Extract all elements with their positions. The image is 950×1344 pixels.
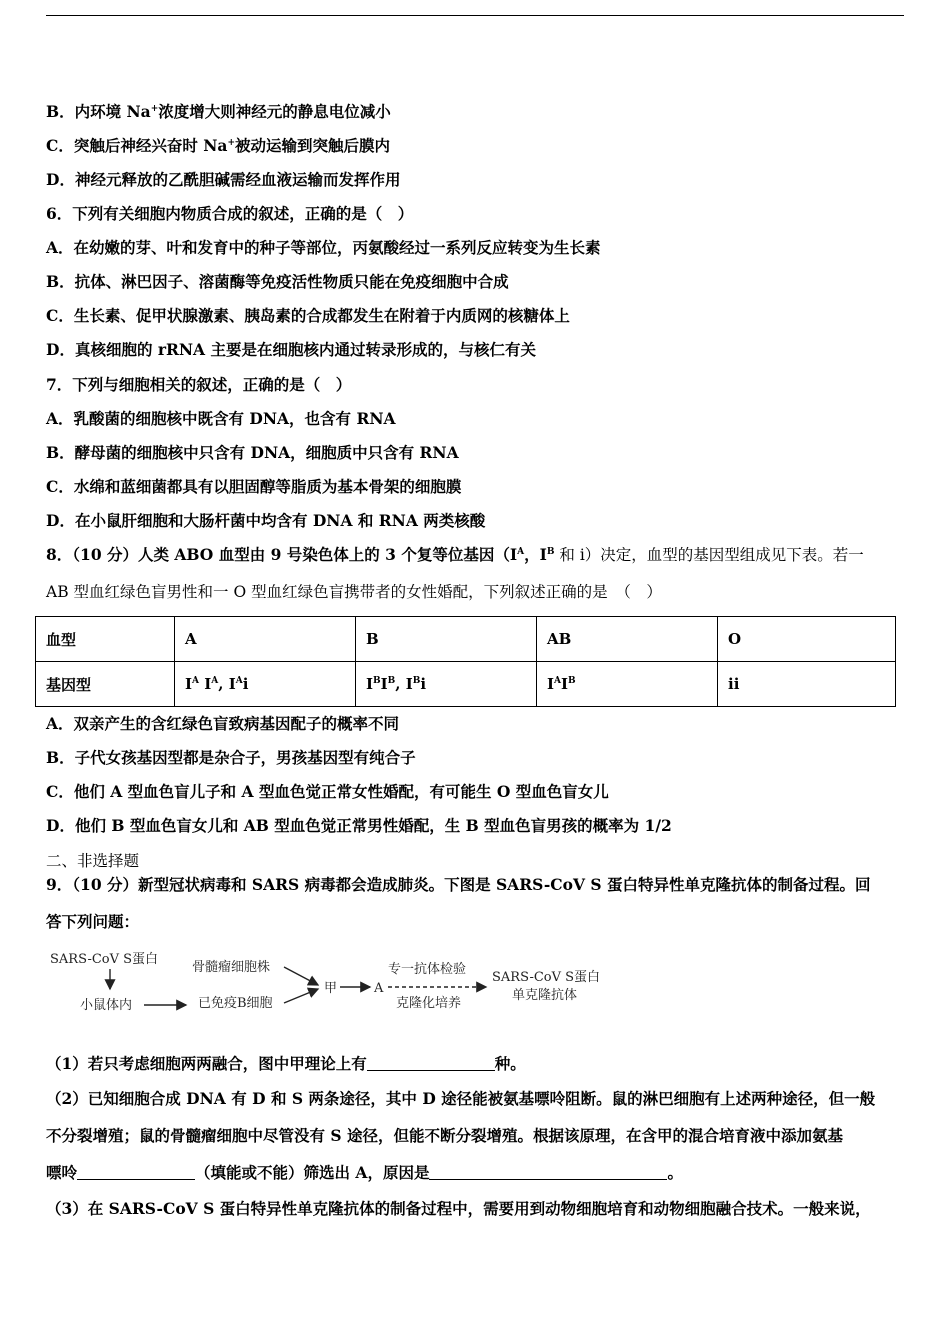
q8-option-d: D．他们 B 型血色盲女儿和 AB 型血色觉正常男性婚配，生 B 型血色盲男孩的概率为 1/2 <box>46 816 672 835</box>
q6-option-c: C．生长素、促甲状腺激素、胰岛素的合成都发生在附着于内质网的核糖体上 <box>46 306 570 325</box>
arrow-merge-top <box>284 967 318 985</box>
antigen-label: SARS-CoV S蛋白 <box>50 952 159 967</box>
answer-blank[interactable] <box>367 1056 495 1071</box>
antibody-preparation-diagram <box>46 945 626 1025</box>
q9-stem-line1: 9．（10 分）新型冠状病毒和 SARS 病毒都会造成肺炎。下图是 SARS-CoV S 蛋白特异性单克隆抗体的制备过程。回 <box>46 875 871 894</box>
section-title: 二、非选择题 <box>46 852 140 870</box>
jia-label: 甲 <box>324 981 338 996</box>
q9-part2-line2: 不分裂增殖；鼠的骨髓瘤细胞中尽管没有 S 途径，但能不断分裂增殖。根据该原理，在含甲的混合培育液中添加氨基 <box>46 1126 843 1145</box>
table-cell: 基因型 <box>36 662 175 707</box>
bcell-label: 已免疫B细胞 <box>198 996 273 1011</box>
arrow-merge-bottom <box>284 989 318 1003</box>
table-row <box>36 662 896 707</box>
table-cell: AB <box>537 617 718 662</box>
q6-option-d: D．真核细胞的 rRNA 主要是在细胞核内通过转录形成的，与核仁有关 <box>46 340 536 359</box>
q8-stem-line1: 8．（10 分）人类 ABO 血型由 9 号染色体上的 3 个复等位基因（$I^A$，$I^B$ 和 i）决定，血型的基因型组成见下表。若一 <box>46 545 864 564</box>
table-cell: 血型 <box>36 617 175 662</box>
q6-option-b: B．抗体、淋巴因子、溶菌酶等免疫活性物质只能在免疫细胞中合成 <box>46 272 509 291</box>
table-row <box>36 617 896 662</box>
answer-blank[interactable] <box>77 1165 195 1180</box>
q7-option-a: A．乳酸菌的细胞核中既含有 DNA，也含有 RNA <box>46 409 396 428</box>
q6-stem: 6．下列有关细胞内物质合成的叙述，正确的是（ ） <box>46 204 414 223</box>
table-cell: B <box>356 617 537 662</box>
answer-blank[interactable] <box>429 1165 667 1180</box>
q5-option-d: D．神经元释放的乙酰胆碱需经血液运输而发挥作用 <box>46 170 401 189</box>
header-rule <box>46 15 904 16</box>
q8-option-b: B．子代女孩基因型都是杂合子，男孩基因型有纯合子 <box>46 748 416 767</box>
q7-option-d: D．在小鼠肝细胞和大肠杆菌中均含有 DNA 和 RNA 两类核酸 <box>46 511 486 530</box>
q8-stem-line2: AB 型血红绿色盲男性和一 O 型血红绿色盲携带者的女性婚配，下列叙述正确的是 （ ） <box>46 583 662 601</box>
product-label-line1: SARS-CoV S蛋白 <box>492 970 601 985</box>
q7-stem: 7．下列与细胞相关的叙述，正确的是（ ） <box>46 375 352 394</box>
genotype-ab-cell: $I^AI^B$ <box>537 662 718 707</box>
culture-label: 克隆化培养 <box>396 996 462 1011</box>
q5-option-b: B．内环境 Na+浓度增大则神经元的静息电位减小 <box>46 102 391 121</box>
genotype-a-cell: $I^A$ $I^A$, $I^Ai$ <box>175 662 356 707</box>
q9-part2-line1: （2）已知细胞合成 DNA 有 D 和 S 两条途径，其中 D 途径能被氨基嘌呤阻断。鼠的淋巴细胞有上述两种途径，但一般 <box>46 1089 876 1108</box>
table-cell: O <box>718 617 896 662</box>
product-label-line2: 单克隆抗体 <box>512 988 578 1003</box>
q6-option-a: A．在幼嫩的芽、叶和发育中的种子等部位，丙氨酸经过一系列反应转变为生长素 <box>46 238 601 257</box>
q9-part3: （3）在 SARS-CoV S 蛋白特异性单克隆抗体的制备过程中，需要用到动物细胞培育和动物细胞融合技术。一般来说， <box>46 1199 871 1218</box>
q9-part1: （1）若只考虑细胞两两融合，图中甲理论上有 种。 <box>46 1054 526 1073</box>
q7-option-b: B．酵母菌的细胞核中只含有 DNA，细胞质中只含有 RNA <box>46 443 459 462</box>
myeloma-label: 骨髓瘤细胞株 <box>192 960 271 975</box>
genotype-o-cell: ii <box>718 662 896 707</box>
q8-option-a: A．双亲产生的含红绿色盲致病基因配子的概率不同 <box>46 714 400 733</box>
mouse-label: 小鼠体内 <box>80 998 133 1013</box>
blood-type-table <box>35 616 896 707</box>
q7-option-c: C．水绵和蓝细菌都具有以胆固醇等脂质为基本骨架的细胞膜 <box>46 477 462 496</box>
q5-option-c: C．突触后神经兴奋时 Na+被动运输到突触后膜内 <box>46 136 391 155</box>
table-cell: A <box>175 617 356 662</box>
q9-part2-line3: 嘌呤 （填能或不能）筛选出 A，原因是 。 <box>46 1163 683 1182</box>
genotype-b-cell: $I^BI^B$, $I^Bi$ <box>356 662 537 707</box>
test-label: 专一抗体检验 <box>388 962 467 977</box>
a-label: A <box>374 981 384 996</box>
q8-option-c: C．他们 A 型血色盲儿子和 A 型血色觉正常女性婚配，有可能生 O 型血色盲女儿 <box>46 782 609 801</box>
q9-stem-line2: 答下列问题： <box>46 912 140 931</box>
